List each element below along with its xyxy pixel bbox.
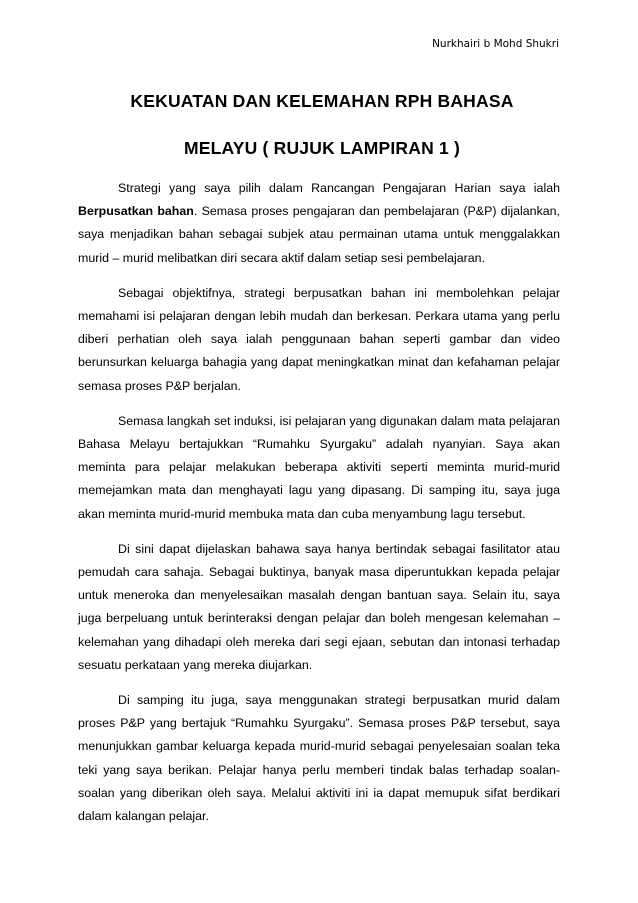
paragraph-5: Di samping itu juga, saya menggunakan strategi berpusatkan murid dalam proses P&P yang bertajuk “Rumahku Syurgaku”. Semasa proses P&P tersebut, saya menunjukkan gambar keluarga kepada murid-murid sebagai penyelesaian soalan teka teki yang saya berikan. Pelajar hanya perlu memberi tindak balas terhadap soalan-soalan yang diberikan oleh saya. Melalui aktiviti ini ia dapat memupuk sifat berdikari dalam kalangan pelajar. (78, 693, 560, 824)
paragraph-1-pre: Strategi yang saya pilih dalam Rancangan Pengajaran Harian saya ialah (118, 181, 560, 195)
paragraph-4: Di sini dapat dijelaskan bahawa saya hanya bertindak sebagai fasilitator atau pemudah cara sahaja. Sebagai buktinya, banyak masa diperuntukkan kepada pelajar untuk meneroka dan menyelesaikan masalah dengan bantuan saya. Selain itu, saya juga berpeluang untuk berinteraksi dengan pelajar dan boleh mengesan kelemahan –kelemahan yang dihadapi oleh mereka dari segi ejaan, sebutan dan intonasi terhadap sesuatu perkataan yang mereka diujarkan. (78, 541, 560, 672)
header-author: Nurkhairi b Mohd Shukri (432, 38, 559, 50)
document-title (60, 78, 584, 172)
title-line-2: MELAYU ( RUJUK LAMPIRAN 1 ) (183, 138, 461, 158)
title-line-1: KEKUATAN DAN KELEMAHAN RPH BAHASA (130, 91, 514, 111)
paragraph-1 (78, 177, 560, 270)
paragraph-1-post: . Semasa proses pengajaran dan pembelajaran (P&P) dijalankan, saya menjadikan bahan sebagai subjek atau permainan utama untuk menggalakkan murid – murid melibatkan diri secara aktif dalam setiap sesi pembelajaran. (78, 204, 560, 265)
paragraph-2: Sebagai objektifnya, strategi berpusatkan bahan ini membolehkan pelajar memahami isi pelajaran dengan lebih mudah dan berkesan. Perkara utama yang perlu diberi perhatian oleh saya ialah penggunaan bahan seperti gambar dan video berunsurkan keluarga bahagia yang dapat meningkatkan minat dan kefahaman pelajar semasa proses P&P berjalan. (78, 285, 560, 393)
paragraph-3: Semasa langkah set induksi, isi pelajaran yang digunakan dalam mata pelajaran Bahasa Melayu bertajukkan “Rumahku Syurgaku” adalah nyanyian. Saya akan meminta para pelajar melakukan beberapa aktiviti seperti meminta murid-murid memejamkan mata dan menghayati lagu yang dipasang. Di samping itu, saya juga akan meminta murid-murid membuka mata dan cuba menyambung lagu tersebut. (78, 413, 560, 521)
paragraph-1-bold: Berpusatkan bahan (78, 204, 194, 219)
body-text (78, 177, 560, 828)
